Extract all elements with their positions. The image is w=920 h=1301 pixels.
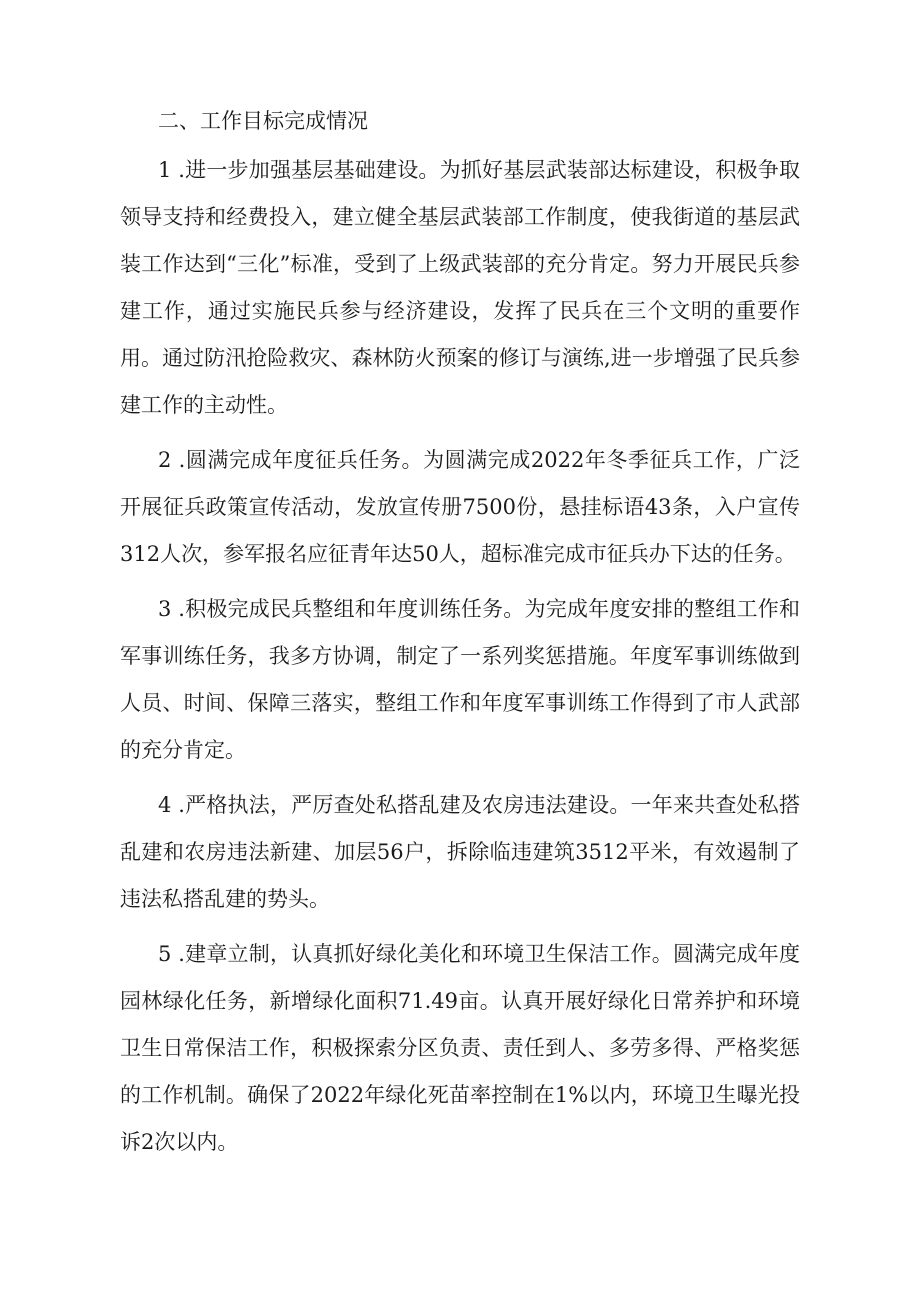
paragraph-3: 3 .积极完成民兵整组和年度训练任务。为完成年度安排的整组工作和军事训练任务，我多方协调，制定了一系列奖惩措施。年度军事训练做到人员、时间、保障三落实，整组工作和年度军事训练工作得到了市人武部的充分肯定。 [120, 597, 800, 762]
paragraph-4: 4 .严格执法，严厉查处私搭乱建及农房违法建设。一年来共查处私搭乱建和农房违法新建、加层56户，拆除临违建筑3512平米，有效遏制了违法私搭乱建的势头。 [120, 793, 800, 911]
paragraph-2: 2 .圆满完成年度征兵任务。为圆满完成2022年冬季征兵工作，广泛开展征兵政策宣传活动，发放宣传册7500份，悬挂标语43条，入户宣传312人次，参军报名应征青年达50人，超标准完成市征兵办下达的任务。 [120, 448, 800, 566]
section-heading: 二、工作目标完成情况 [158, 109, 368, 133]
paragraph-1: 1 .进一步加强基层基础建设。为抓好基层武装部达标建设，积极争取领导支持和经费投入，建立健全基层武装部工作制度，使我街道的基层武装工作达到“三化”标准，受到了上级武装部的充分肯定。努力开展民兵参建工作，通过实施民兵参与经济建设，发挥了民兵在三个文明的重要作用。通过防汛抢险救灾、森林防火预案的修订与演练,进一步增强了民兵参建工作的主动性。 [120, 158, 800, 417]
document-body [120, 98, 800, 1174]
paragraph-5: 5 .建章立制，认真抓好绿化美化和环境卫生保洁工作。圆满完成年度园林绿化任务，新增绿化面积71.49亩。认真开展好绿化日常养护和环境卫生日常保洁工作，积极探索分区负责、责任到人、多劳多得、严格奖惩的工作机制。确保了2022年绿化死苗率控制在1%以内，环境卫生曝光投诉2次以内。 [120, 942, 800, 1154]
